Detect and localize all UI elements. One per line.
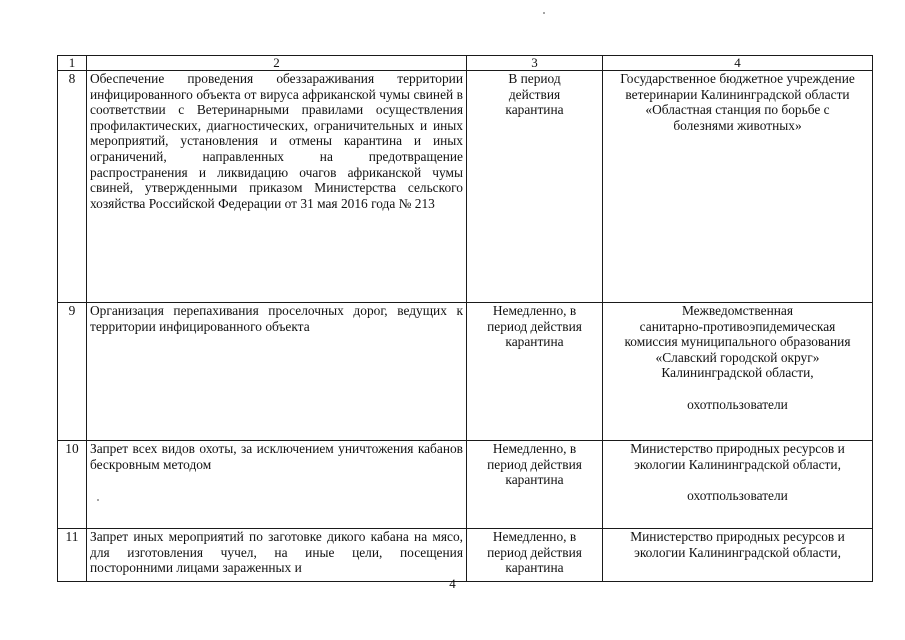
table-row [58, 441, 873, 529]
responsible-line: комиссия муниципального образования [624, 334, 851, 350]
responsible-line: «Славский городской округ» [655, 349, 820, 365]
timing-line: Немедленно, в [492, 441, 577, 456]
row-number: 8 [58, 71, 87, 303]
timing-line: Немедленно, в [492, 529, 577, 544]
responsible-line: охотпользователи [687, 396, 788, 412]
table-row [58, 71, 873, 303]
page-number: 4 [449, 576, 456, 591]
measure-timing [467, 529, 603, 582]
column-header-1: 1 [58, 56, 87, 71]
timing-line: карантина [505, 334, 564, 350]
measure-timing [467, 441, 603, 529]
timing-line: период действия [487, 544, 582, 560]
responsible-party [603, 71, 873, 303]
row-number: 10 [58, 441, 87, 529]
measure-description: Запрет всех видов охоты, за исключением уничтожения кабанов бескровным методом [87, 441, 467, 529]
table-row [58, 529, 873, 582]
responsible-line: Калининградской области, [661, 365, 814, 381]
measure-timing [467, 71, 603, 303]
row-number: 9 [58, 303, 87, 441]
table-header-row [58, 56, 873, 71]
column-header-4: 4 [603, 56, 873, 71]
timing-line: карантина [505, 560, 564, 576]
responsible-line: экологии Калининградской области, [634, 456, 841, 472]
timing-line: Немедленно, в [492, 303, 577, 318]
measures-table [57, 55, 873, 582]
measure-description: Организация перепахивания проселочных дорог, ведущих к территории инфицированного объекта [87, 303, 467, 441]
responsible-line: болезнями животных» [673, 117, 802, 133]
responsible-line: ветеринарии Калининградской области [625, 86, 850, 102]
blank-line [606, 381, 869, 397]
timing-line: период действия [487, 318, 582, 334]
measure-description: Обеспечение проведения обеззараживания территории инфицированного объекта от вируса африканской чумы свиней в соответствии с Ветеринарными правилами осуществления профилактических, диагностических, ограничительных и иных мероприятий, установления и отмены карантина и иных ограничений, направленных на предотвращение распространения и ликвидацию очагов африканской чумы свиней, утвержденными приказом Министерства сельского хозяйства Российской Федерации от 31 мая 2016 года № 213 [87, 71, 467, 303]
measure-timing [467, 303, 603, 441]
responsible-line: охотпользователи [687, 487, 788, 503]
timing-line: период действия [487, 456, 582, 472]
responsible-line: Министерство природных ресурсов и [630, 441, 845, 456]
responsible-party [603, 441, 873, 529]
responsible-party [603, 303, 873, 441]
responsible-line: Межведомственная [681, 303, 794, 318]
responsible-line: «Областная станция по борьбе с [645, 102, 830, 118]
responsible-line: экологии Калининградской области, [634, 544, 841, 560]
table-row [58, 303, 873, 441]
column-header-2: 2 [87, 56, 467, 71]
scan-speck [543, 12, 545, 14]
timing-line: действия [508, 86, 561, 102]
column-header-3: 3 [467, 56, 603, 71]
responsible-party [603, 529, 873, 582]
responsible-line: санитарно-противоэпидемическая [639, 318, 836, 334]
row-number: 11 [58, 529, 87, 582]
responsible-line: Министерство природных ресурсов и [630, 529, 845, 544]
timing-line: карантина [505, 102, 564, 118]
responsible-line: Государственное бюджетное учреждение [620, 71, 855, 86]
blank-line [606, 472, 869, 488]
measure-description: Запрет иных мероприятий по заготовке дикого кабана на мясо, для изготовления чучел, на иные цели, посещения посторонними лицами зараженных и [87, 529, 467, 582]
timing-line: В период [508, 71, 561, 86]
timing-line: карантина [505, 472, 564, 488]
